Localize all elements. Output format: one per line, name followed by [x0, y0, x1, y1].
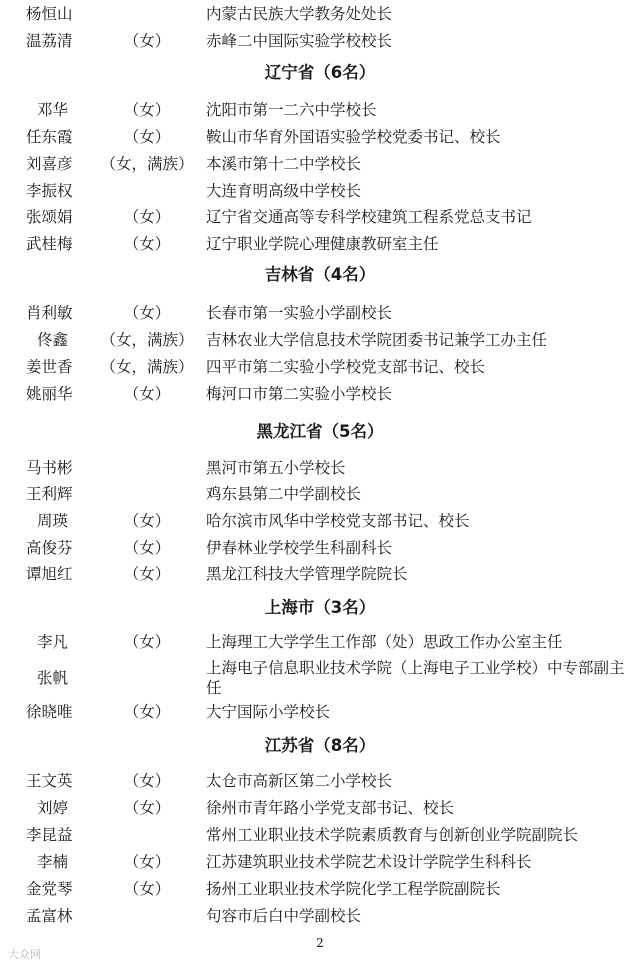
person-name: 金党琴 — [26, 880, 73, 898]
person-role: 江苏建筑职业技术学院艺术设计学院学生科科长 — [206, 853, 532, 871]
person-role: 上海电子信息职业技术学院（上海电子工业学校）中专部副主任 — [206, 659, 625, 697]
section-heading: 黑龙江省（5名） — [256, 422, 384, 441]
person-name: 杨恒山 — [26, 5, 73, 23]
person-name: 姜世香 — [26, 358, 73, 376]
person-role: 内蒙古民族大学教务处处长 — [206, 5, 393, 23]
person-role: 沈阳市第一二六中学校长 — [206, 101, 377, 119]
person-name: 李楠 — [37, 853, 69, 871]
person-name: 张颂娟 — [26, 208, 73, 226]
person-role: 黑河市第五小学校长 — [206, 459, 346, 477]
page-number: 2 — [316, 936, 324, 950]
person-role: 梅河口市第二实验小学校长 — [206, 385, 393, 403]
person-name: 温荔清 — [26, 32, 73, 50]
person-role: 太仓市高新区第二小学校长 — [206, 772, 393, 790]
person-name: 李振权 — [26, 182, 73, 200]
person-name: 王利辉 — [26, 485, 73, 503]
section-heading: 江苏省（8名） — [264, 736, 376, 755]
person-role: 黑龙江科技大学管理学院院长 — [206, 565, 408, 583]
person-note: （女，满族） — [100, 358, 194, 376]
person-note: （女） — [123, 565, 171, 583]
person-role: 鞍山市华育外国语实验学校党委书记、校长 — [206, 128, 501, 146]
person-note: （女） — [123, 101, 171, 119]
person-role: 辽宁职业学院心理健康教研室主任 — [206, 235, 439, 253]
person-note: （女） — [123, 385, 171, 403]
watermark: 大众网 — [8, 948, 41, 961]
person-note: （女） — [123, 539, 171, 557]
person-role: 常州工业职业技术学院素质教育与创新创业学院副院长 — [206, 826, 579, 844]
person-note: （女） — [123, 304, 171, 322]
section-heading: 吉林省（4名） — [264, 265, 376, 284]
person-note: （女） — [123, 880, 171, 898]
section-heading: 辽宁省（6名） — [264, 63, 376, 82]
person-note: （女） — [123, 853, 171, 871]
person-role: 大宁国际小学校长 — [206, 703, 331, 721]
person-note: （女） — [123, 512, 171, 530]
person-name: 刘喜彦 — [26, 155, 73, 173]
person-name: 邓华 — [37, 101, 69, 119]
person-role: 哈尔滨市风华中学校党支部书记、校长 — [206, 512, 470, 530]
person-note: （女） — [123, 32, 171, 50]
person-role: 大连育明高级中学校长 — [206, 182, 362, 200]
person-name: 高俊芬 — [26, 539, 73, 557]
person-name: 佟鑫 — [37, 331, 69, 349]
person-note: （女，满族） — [100, 331, 194, 349]
person-note: （女，满族） — [100, 155, 194, 173]
person-note: （女） — [123, 799, 171, 817]
person-role: 吉林农业大学信息技术学院团委书记兼学工办主任 — [206, 331, 548, 349]
person-role: 句容市后白中学副校长 — [206, 907, 362, 925]
person-name: 刘婷 — [37, 799, 69, 817]
person-note: （女） — [123, 128, 171, 146]
person-role: 辽宁省交通高等专科学校建筑工程系党总支书记 — [206, 208, 532, 226]
person-name: 徐晓唯 — [26, 703, 73, 721]
person-name: 姚丽华 — [26, 385, 73, 403]
person-role: 扬州工业职业技术学院化学工程学院副院长 — [206, 880, 501, 898]
person-name: 李昆益 — [26, 826, 73, 844]
person-role: 四平市第二实验小学校党支部书记、校长 — [206, 358, 486, 376]
person-name: 马书彬 — [26, 459, 73, 477]
person-note: （女） — [123, 208, 171, 226]
person-role: 长春市第一实验小学副校长 — [206, 304, 393, 322]
person-role: 鸡东县第二中学副校长 — [206, 485, 362, 503]
person-role: 本溪市第十二中学校长 — [206, 155, 362, 173]
section-heading: 上海市（3名） — [264, 598, 376, 617]
person-name: 李凡 — [37, 633, 69, 651]
person-note: （女） — [123, 772, 171, 790]
person-name: 谭旭红 — [26, 565, 73, 583]
person-role: 伊春林业学校学生科副科长 — [206, 539, 393, 557]
person-role: 上海理工大学学生工作部（处）思政工作办公室主任 — [206, 633, 563, 651]
person-name: 肖利敏 — [26, 304, 73, 322]
person-name: 王文英 — [26, 772, 73, 790]
person-note: （女） — [123, 703, 171, 721]
person-note: （女） — [123, 235, 171, 253]
person-name: 周瑛 — [37, 512, 69, 530]
person-role: 赤峰二中国际实验学校校长 — [206, 32, 393, 50]
person-role: 徐州市青年路小学党支部书记、校长 — [206, 799, 455, 817]
person-name: 任东霞 — [26, 128, 73, 146]
person-note: （女） — [123, 633, 171, 651]
person-name: 孟富林 — [26, 907, 73, 925]
person-name: 武桂梅 — [26, 235, 73, 253]
person-name: 张帆 — [37, 669, 69, 687]
